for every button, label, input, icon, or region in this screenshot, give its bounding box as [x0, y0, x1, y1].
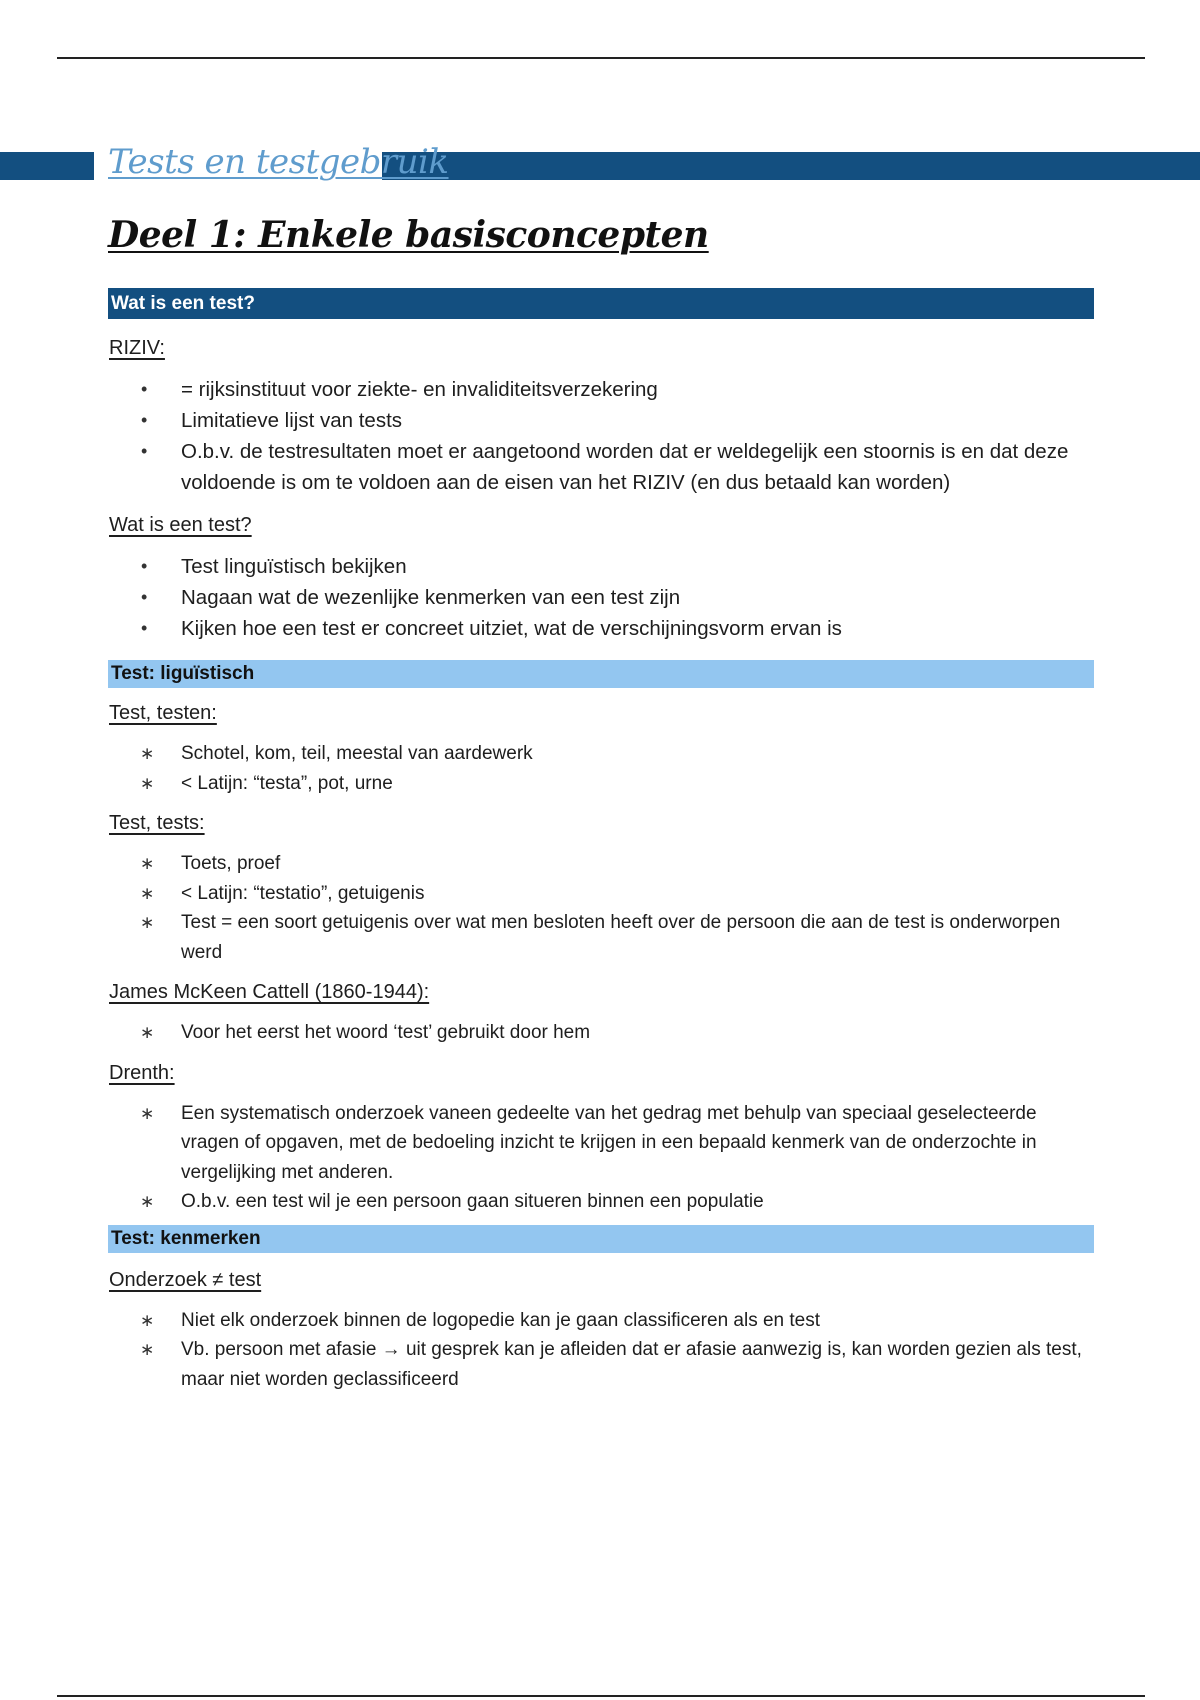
subheading-cattell: James McKeen Cattell (1860-1944):: [109, 981, 430, 1003]
list-item: ∗ Schotel, kom, teil, meestal van aardewerk: [181, 739, 1094, 769]
cattell-list: [108, 1018, 1094, 1048]
subheading-wat-is-een-test: Wat is een test?: [109, 514, 252, 536]
list-item: ∗ O.b.v. een test wil je een persoon gaan situeren binnen een populatie: [181, 1187, 1094, 1217]
list-item: • Test linguïstisch bekijken: [181, 551, 1094, 582]
list-item: ∗ Toets, proef: [181, 849, 1094, 879]
part-title: Deel 1: Enkele basisconcepten: [108, 214, 709, 256]
list-item: • Limitatieve lijst van tests: [181, 405, 1094, 436]
title-band-right: [382, 152, 1200, 180]
list-item: • Nagaan wat de wezenlijke kenmerken van een test zijn: [181, 582, 1094, 613]
list-item: • Kijken hoe een test er concreet uitziet, wat de verschijningsvorm ervan is: [181, 613, 1094, 644]
wat-is-list: [108, 551, 1094, 644]
test-testen-list: [108, 739, 1094, 798]
list-item: • O.b.v. de testresultaten moet er aangetoond worden dat er weldegelijk een stoornis is en dat deze voldoende is om te voldoen aan de eisen van het RIZIV (en dus betaald kan worden): [181, 436, 1094, 498]
list-item: ∗ Niet elk onderzoek binnen de logopedie kan je gaan classificeren als en test: [181, 1306, 1094, 1336]
section-header-wat-is-een-test: Wat is een test?: [108, 288, 1094, 319]
onderzoek-list: [108, 1306, 1094, 1395]
list-item: ∗ Voor het eerst het woord ‘test’ gebruikt door hem: [181, 1018, 1094, 1048]
list-item: ∗ Vb. persoon met afasie → uit gesprek kan je afleiden dat er afasie aanwezig is, kan worden gezien als test, maar niet worden geclassificeerd: [181, 1335, 1094, 1394]
document-title: Tests en testgebruik: [108, 142, 449, 182]
list-item: ∗ Test = een soort getuigenis over wat men besloten heeft over de persoon die aan de test is onderworpen werd: [181, 908, 1094, 967]
list-item: ∗ Een systematisch onderzoek vaneen gedeelte van het gedrag met behulp van speciaal geselecteerde vragen of opgaven, met de bedoeling inzicht te krijgen in een bepaald kenmerk van de onderzochte in vergelijking met anderen.: [181, 1099, 1094, 1188]
list-item: • = rijksinstituut voor ziekte- en invaliditeitsverzekering: [181, 374, 1094, 405]
list-item: ∗ < Latijn: “testa”, pot, urne: [181, 769, 1094, 799]
list-item: ∗ < Latijn: “testatio”, getuigenis: [181, 879, 1094, 909]
document-body: [108, 288, 1094, 1394]
bottom-rule: [57, 1695, 1145, 1697]
subheading-riziv: RIZIV:: [109, 337, 165, 359]
title-band-left: [0, 152, 94, 180]
riziv-list: [108, 374, 1094, 498]
section-header-kenmerken: Test: kenmerken: [108, 1225, 1094, 1253]
subheading-onderzoek-test: Onderzoek ≠ test: [109, 1268, 262, 1291]
subheading-test-testen: Test, testen:: [109, 702, 217, 724]
drenth-list: [108, 1099, 1094, 1217]
test-tests-list: [108, 849, 1094, 967]
subheading-test-tests: Test, tests:: [109, 812, 205, 834]
section-header-linguistisch: Test: liguïstisch: [108, 660, 1094, 688]
top-rule: [57, 57, 1145, 59]
subheading-drenth: Drenth:: [109, 1061, 175, 1084]
